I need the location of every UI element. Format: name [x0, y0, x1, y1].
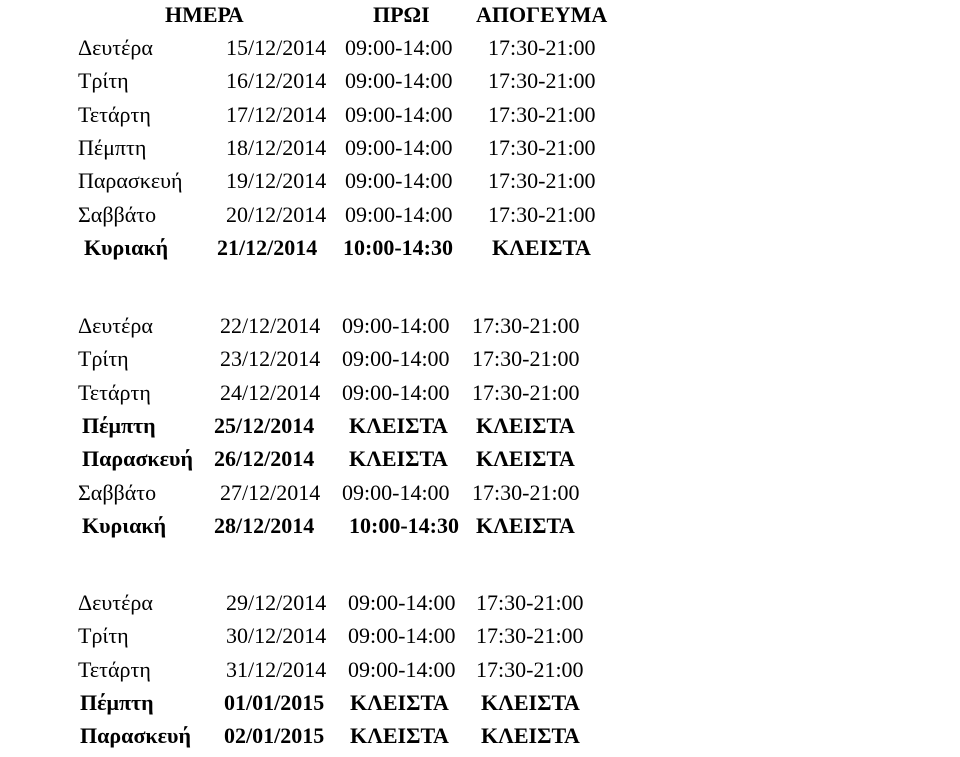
schedule-row	[0, 721, 960, 751]
row-afternoon: 17:30-21:00	[476, 623, 584, 649]
row-date: 16/12/2014	[226, 68, 327, 94]
schedule-row	[0, 444, 960, 474]
row-afternoon: 17:30-21:00	[472, 379, 580, 405]
row-day: Τετάρτη	[78, 101, 151, 127]
row-day: Πέμπτη	[82, 412, 156, 438]
header-morning: ΠΡΩΙ	[373, 2, 430, 27]
row-afternoon: 17:30-21:00	[488, 201, 596, 227]
row-date: 23/12/2014	[220, 346, 321, 372]
row-day: Κυριακή	[84, 234, 169, 260]
schedule-row	[0, 311, 960, 341]
row-morning: 09:00-14:00	[345, 68, 453, 94]
row-afternoon: 17:30-21:00	[488, 134, 596, 160]
row-date: 20/12/2014	[226, 201, 327, 227]
row-afternoon: ΚΛΕΙΣΤΑ	[481, 723, 580, 749]
row-day: Πέμπτη	[80, 689, 154, 715]
row-morning: ΚΛΕΙΣΤΑ	[350, 689, 449, 715]
row-date: 19/12/2014	[226, 168, 327, 194]
row-morning: 09:00-14:00	[345, 101, 453, 127]
row-day: Παρασκευή	[80, 723, 191, 749]
row-afternoon: 17:30-21:00	[472, 346, 580, 372]
row-afternoon: 17:30-21:00	[488, 101, 596, 127]
row-day: Κυριακή	[82, 512, 167, 538]
row-morning: ΚΛΕΙΣΤΑ	[349, 412, 448, 438]
row-morning: 09:00-14:00	[345, 168, 453, 194]
header-afternoon: ΑΠΟΓΕΥΜΑ	[476, 2, 608, 27]
schedule-row	[0, 344, 960, 374]
row-date: 24/12/2014	[220, 379, 321, 405]
header-day: ΗΜΕΡΑ	[165, 2, 244, 27]
row-date: 21/12/2014	[217, 234, 318, 260]
row-morning: 09:00-14:00	[345, 134, 453, 160]
row-day: Σαββάτο	[78, 201, 157, 227]
row-afternoon: 17:30-21:00	[472, 479, 580, 505]
schedule-row	[0, 588, 960, 618]
row-morning: 09:00-14:00	[342, 313, 450, 338]
row-morning: 09:00-14:00	[342, 479, 450, 505]
row-day: Δευτέρα	[78, 313, 153, 338]
row-morning: 09:00-14:00	[345, 201, 453, 227]
row-day: Παρασκευή	[82, 446, 193, 472]
schedule-row	[0, 621, 960, 651]
row-date: 30/12/2014	[226, 623, 327, 649]
row-date: 31/12/2014	[226, 656, 327, 682]
row-day: Δευτέρα	[78, 35, 153, 60]
schedule-row	[0, 100, 960, 130]
row-date: 28/12/2014	[214, 512, 315, 538]
row-morning: 09:00-14:00	[348, 656, 456, 682]
row-morning: 09:00-14:00	[348, 590, 456, 615]
schedule-row	[0, 411, 960, 441]
row-date: 26/12/2014	[214, 446, 315, 472]
row-date: 29/12/2014	[226, 590, 327, 615]
row-date: 18/12/2014	[226, 134, 327, 160]
row-day: Σαββάτο	[78, 479, 157, 505]
schedule-row	[0, 688, 960, 718]
row-day: Τετάρτη	[78, 656, 151, 682]
row-date: 25/12/2014	[214, 412, 315, 438]
schedule-row	[0, 133, 960, 163]
row-morning: 09:00-14:00	[342, 346, 450, 372]
row-afternoon: ΚΛΕΙΣΤΑ	[481, 689, 580, 715]
row-afternoon: 17:30-21:00	[488, 35, 596, 60]
row-date: 02/01/2015	[224, 723, 325, 749]
row-morning: 09:00-14:00	[348, 623, 456, 649]
row-day: Τετάρτη	[78, 379, 151, 405]
schedule-row	[0, 200, 960, 230]
schedule-row	[0, 378, 960, 408]
row-date: 17/12/2014	[226, 101, 327, 127]
row-morning: 10:00-14:30	[349, 512, 459, 538]
schedule-row	[0, 655, 960, 685]
row-morning: ΚΛΕΙΣΤΑ	[349, 446, 448, 472]
row-afternoon: 17:30-21:00	[476, 656, 584, 682]
schedule-row	[0, 511, 960, 541]
schedule-row	[0, 478, 960, 508]
row-afternoon: 17:30-21:00	[488, 68, 596, 94]
row-day: Πέμπτη	[78, 134, 147, 160]
row-day: Τρίτη	[78, 623, 129, 649]
schedule-row	[0, 233, 960, 263]
row-day: Δευτέρα	[78, 590, 153, 615]
row-morning: 09:00-14:00	[342, 379, 450, 405]
row-morning: 09:00-14:00	[345, 35, 453, 60]
row-afternoon: ΚΛΕΙΣΤΑ	[476, 446, 575, 472]
row-date: 01/01/2015	[224, 689, 325, 715]
row-day: Τρίτη	[78, 346, 129, 372]
row-day: Τρίτη	[78, 68, 129, 94]
row-date: 27/12/2014	[220, 479, 321, 505]
schedule-row	[0, 166, 960, 196]
schedule-row	[0, 33, 960, 63]
row-afternoon: 17:30-21:00	[476, 590, 584, 615]
schedule-row	[0, 66, 960, 96]
row-date: 15/12/2014	[226, 35, 327, 60]
row-afternoon: 17:30-21:00	[472, 313, 580, 338]
row-afternoon: ΚΛΕΙΣΤΑ	[476, 512, 575, 538]
row-day: Παρασκευή	[78, 168, 183, 194]
row-afternoon: ΚΛΕΙΣΤΑ	[476, 412, 575, 438]
row-morning: 10:00-14:30	[343, 234, 453, 260]
row-morning: ΚΛΕΙΣΤΑ	[350, 723, 449, 749]
row-afternoon: 17:30-21:00	[488, 168, 596, 194]
row-date: 22/12/2014	[220, 313, 321, 338]
row-afternoon: ΚΛΕΙΣΤΑ	[492, 234, 591, 260]
